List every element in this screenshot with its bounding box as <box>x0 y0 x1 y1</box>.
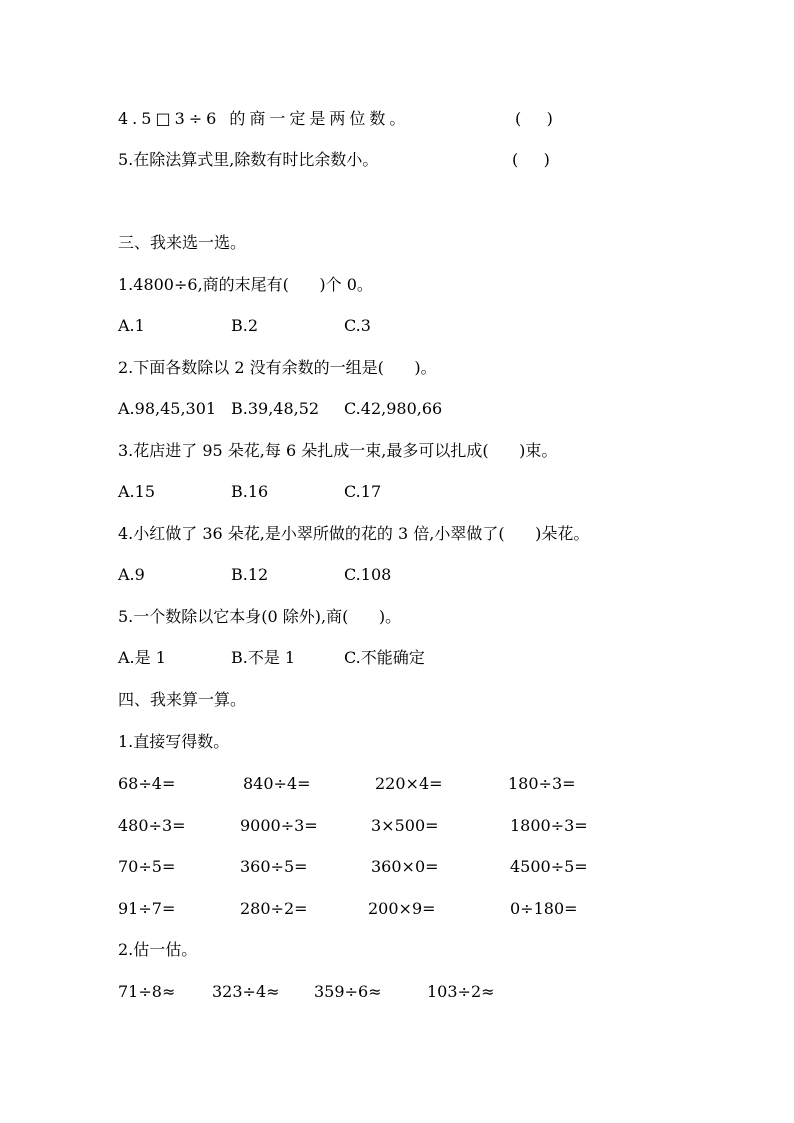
choice-5-option-b[interactable]: B.不是 1 <box>231 648 296 667</box>
choice-1-option-c[interactable]: C.3 <box>344 316 371 335</box>
choice-1-option-b[interactable]: B.2 <box>231 316 259 335</box>
calc-item[interactable]: 1800÷3= <box>510 816 588 835</box>
calc-item[interactable]: 4500÷5= <box>510 857 588 876</box>
calc-item[interactable]: 91÷7= <box>118 899 176 918</box>
choice-3-option-c[interactable]: C.17 <box>344 482 382 501</box>
calc-item[interactable]: 840÷4= <box>243 774 311 793</box>
choice-question-1: 1.4800÷6,商的末尾有( )个 0。 <box>118 275 373 294</box>
calc-item[interactable]: 0÷180= <box>510 899 578 918</box>
choice-2-option-b[interactable]: B.39,48,52 <box>231 399 320 418</box>
choice-4-option-b[interactable]: B.12 <box>231 565 269 584</box>
choice-5-option-a[interactable]: A.是 1 <box>118 648 166 667</box>
choice-question-3: 3.花店进了 95 朵花,每 6 朵扎成一束,最多可以扎成( )束。 <box>118 441 558 460</box>
calc-item[interactable]: 70÷5= <box>118 857 176 876</box>
calc-item[interactable]: 360×0= <box>371 857 439 876</box>
calc-item[interactable]: 360÷5= <box>240 857 308 876</box>
calc-item[interactable]: 280÷2= <box>240 899 308 918</box>
choice-2-option-a[interactable]: A.98,45,301 <box>118 399 217 418</box>
choice-4-option-c[interactable]: C.108 <box>344 565 392 584</box>
choice-question-4: 4.小红做了 36 朵花,是小翠所做的花的 3 倍,小翠做了( )朵花。 <box>118 524 590 543</box>
judge-answer-blank-5[interactable]: ( ) <box>512 150 550 169</box>
calc-item[interactable]: 480÷3= <box>118 816 186 835</box>
estimate-item[interactable]: 71÷8≈ <box>118 982 176 1001</box>
calc-item[interactable]: 180÷3= <box>508 774 576 793</box>
calc-item[interactable]: 9000÷3= <box>240 816 318 835</box>
calc-item[interactable]: 200×9= <box>368 899 436 918</box>
direct-calc-title: 1.直接写得数。 <box>118 732 230 751</box>
estimate-item[interactable]: 103÷2≈ <box>427 982 495 1001</box>
choice-3-option-b[interactable]: B.16 <box>231 482 269 501</box>
choice-4-option-a[interactable]: A.9 <box>118 565 145 584</box>
calc-item[interactable]: 68÷4= <box>118 774 176 793</box>
choice-2-option-c[interactable]: C.42,980,66 <box>344 399 443 418</box>
calc-item[interactable]: 3×500= <box>371 816 439 835</box>
estimate-title: 2.估一估。 <box>118 940 198 959</box>
choice-1-option-a[interactable]: A.1 <box>118 316 145 335</box>
section-3-title: 三、我来选一选。 <box>118 233 247 252</box>
estimate-item[interactable]: 323÷4≈ <box>212 982 280 1001</box>
judge-question-4: 4.5□3÷6 的商一定是两位数。 <box>118 109 410 128</box>
calc-item[interactable]: 220×4= <box>375 774 443 793</box>
section-4-title: 四、我来算一算。 <box>118 690 247 709</box>
judge-question-5: 5.在除法算式里,除数有时比余数小。 <box>118 150 379 169</box>
choice-3-option-a[interactable]: A.15 <box>118 482 155 501</box>
choice-5-option-c[interactable]: C.不能确定 <box>344 648 425 667</box>
choice-question-2: 2.下面各数除以 2 没有余数的一组是( )。 <box>118 358 437 377</box>
choice-question-5: 5.一个数除以它本身(0 除外),商( )。 <box>118 607 402 626</box>
estimate-item[interactable]: 359÷6≈ <box>314 982 382 1001</box>
judge-answer-blank-4[interactable]: ( ) <box>515 109 553 128</box>
